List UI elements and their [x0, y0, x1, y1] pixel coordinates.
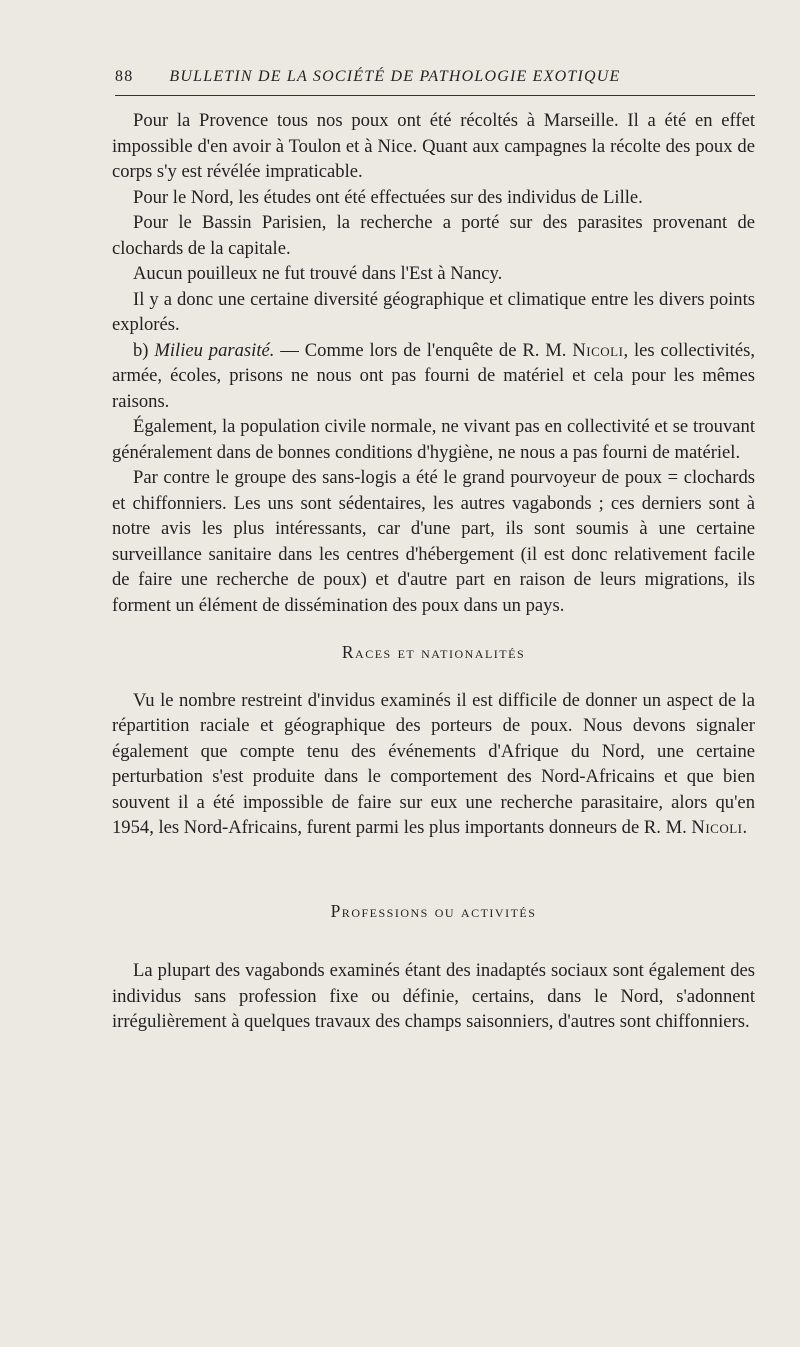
paragraph-bassin-parisien: Pour le Bassin Parisien, la recherche a porté sur des parasites provenant de clochards de la capitale.: [112, 212, 755, 259]
section-heading-races: Races et nationalités: [341, 642, 526, 662]
races-text: Vu le nombre restreint d'invidus examinés il est difficile de donner un aspect de la répartition raciale et géographique des porteurs de poux. Nous devons signaler également que compte tenu des événements d'Afrique du Nord, une certaine perturbation s'est produite dans le comportement des Nord-Africains et que bien souvent il a été impossible de faire sur eux une recherche parasitaire, alors qu'en 1954, les Nord-Africains, furent parmi les plus importants donneurs de R. M.: [112, 689, 755, 838]
section-heading-professions: Professions ou activités: [330, 900, 537, 921]
running-header: [115, 68, 755, 86]
running-title: BULLETIN DE LA SOCIÉTÉ DE PATHOLOGIE EXOTIQUE: [169, 68, 621, 85]
paragraph-nord: Pour le Nord, les études ont été effectuées sur des individus de Lille.: [133, 186, 643, 208]
article-body: [112, 108, 755, 1035]
paragraph-milieu-parasite: [112, 338, 755, 415]
races-text-end: .: [742, 817, 748, 838]
paragraph-provence: Pour la Provence tous nos poux ont été récoltés à Marseille. Il a été en effet impossible d'en avoir à Toulon et à Nice. Quant aux campagnes la récolte des poux de corps s'y est révélée impraticable.: [112, 110, 755, 182]
item-label: b): [133, 339, 155, 361]
item-title: Milieu parasité.: [154, 339, 275, 361]
paragraph-population-civile: Également, la population civile normale, ne vivant pas en collectivité et se trouvant généralement dans de bonnes conditions d'hygiène, ne nous a pas fourni de matériel.: [112, 416, 755, 463]
item-text-end: , les collectivités, armée, écoles, prisons ne nous ont pas fourni de matériel et cela pour les mêmes raisons.: [112, 339, 755, 412]
header-rule: [115, 95, 755, 96]
paragraph-est: Aucun pouilleux ne fut trouvé dans l'Est à Nancy.: [133, 263, 503, 284]
author-name: Nicoli: [572, 339, 624, 361]
paragraph-professions: La plupart des vagabonds examinés étant des inadaptés sociaux sont également des individus sans profession fixe ou définie, certains, dans le Nord, s'adonnent irrégulièrement à quelques travaux des champs saisonniers, d'autres sont chiffonniers.: [112, 960, 755, 1032]
author-name: Nicoli: [691, 817, 743, 838]
paragraph-diversite: Il y a donc une certaine diversité géographique et climatique entre les divers points explorés.: [112, 288, 755, 335]
page-number: 88: [115, 68, 134, 85]
paragraph-races: [112, 688, 755, 841]
item-text: — Comme lors de l'enquête de R. M.: [274, 339, 573, 361]
paragraph-sans-logis: Par contre le groupe des sans-logis a été le grand pourvoyeur de poux = clochards et chiffonniers. Les uns sont sédentaires, les autres vagabonds ; ces derniers sont à notre avis les plus intéressants, car d'une part, ils sont soumis à une certaine surveillance sanitaire dans les centres d'hébergement (il est donc relativement facile de faire une recherche de poux) et d'autre part en raison de leurs migrations, ils forment un élément de dissémination des poux dans un pays.: [112, 467, 755, 616]
